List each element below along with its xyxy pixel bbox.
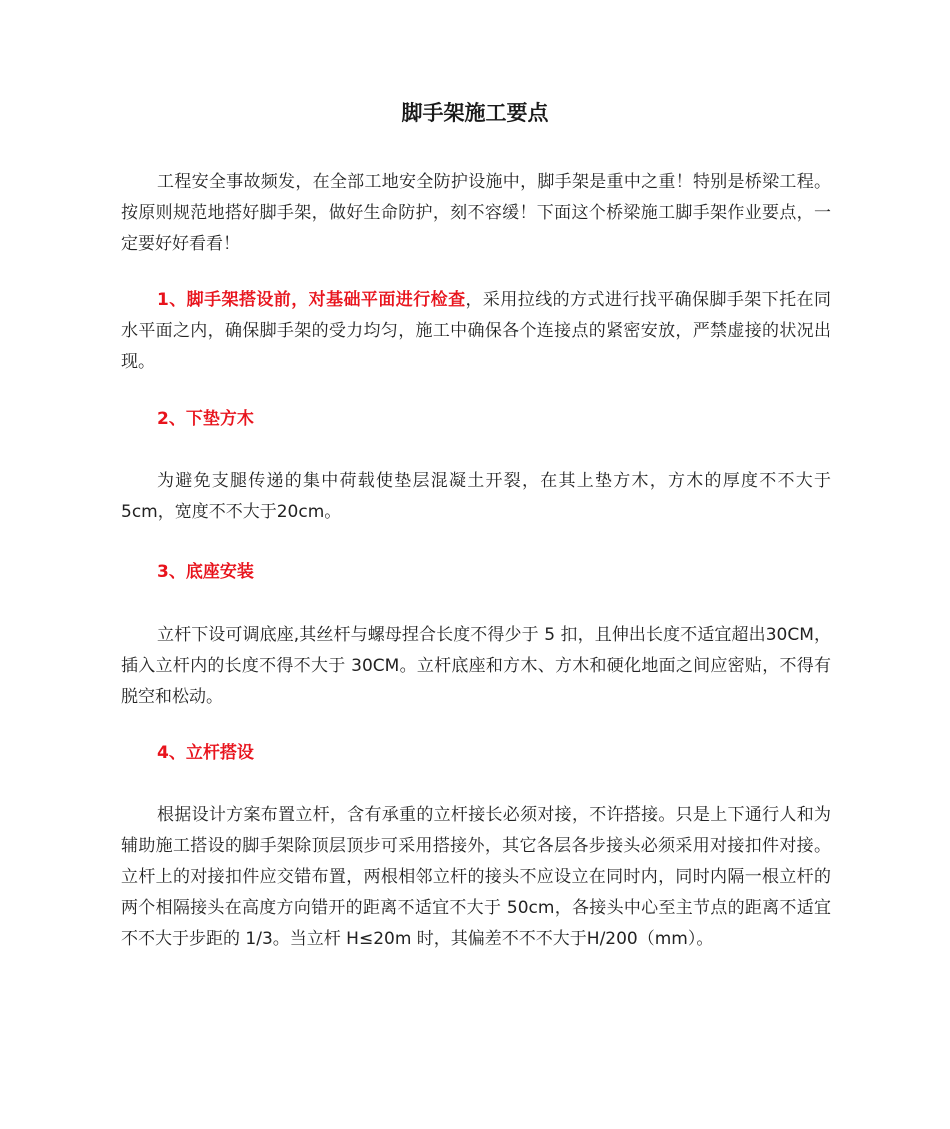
section-3-heading: 3、底座安装 <box>157 562 254 582</box>
section-3-body: 立杆下设可调底座,其丝杆与螺母捏合长度不得少于 5 扣，且伸出长度不适宜超出30CM，插入立杆内的长度不得不大于 30CM。立杆底座和方木、方木和硬化地面之间应密贴，不得有脱空和松动。 <box>121 625 831 707</box>
section-4-body: 根据设计方案布置立杆，含有承重的立杆接长必须对接，不许搭接。只是上下通行人和为辅助施工搭设的脚手架除顶层顶步可采用搭接外，其它各层各步接头必须采用对接扣件对接。立杆上的对接扣件应交错布置，两根相邻立杆的接头不应设立在同时内，同时内隔一根立杆的两个相隔接头在高度方向错开的距离不适宜不大于 50cm，各接头中心至主节点的距离不适宜不不大于步距的 1/3。当立杆 H≤20m 时，其偏差不不不大于H/200（mm）。 <box>121 805 831 949</box>
section-2-body: 为避免支腿传递的集中荷载使垫层混凝土开裂，在其上垫方木，方木的厚度不不大于5cm，宽度不不大于20cm。 <box>121 471 831 522</box>
section-4-heading: 4、立杆搭设 <box>157 743 254 763</box>
intro-paragraph: 工程安全事故频发，在全部工地安全防护设施中，脚手架是重中之重！特别是桥梁工程。按原则规范地搭好脚手架，做好生命防护，刻不容缓！下面这个桥梁施工脚手架作业要点，一定要好好看看！ <box>121 172 831 254</box>
document-title: 脚手架施工要点 <box>401 101 549 125</box>
section-1-paragraph <box>121 285 831 378</box>
section-1-body: ，采用拉线的方式进行找平确保脚手架下托在同水平面之内，确保脚手架的受力均匀，施工中确保各个连接点的紧密安放，严禁虚接的状况出现。 <box>121 290 832 372</box>
section-2-heading: 2、下垫方木 <box>157 409 254 429</box>
section-1-heading: 1、脚手架搭设前，对基础平面进行检查 <box>157 290 466 310</box>
